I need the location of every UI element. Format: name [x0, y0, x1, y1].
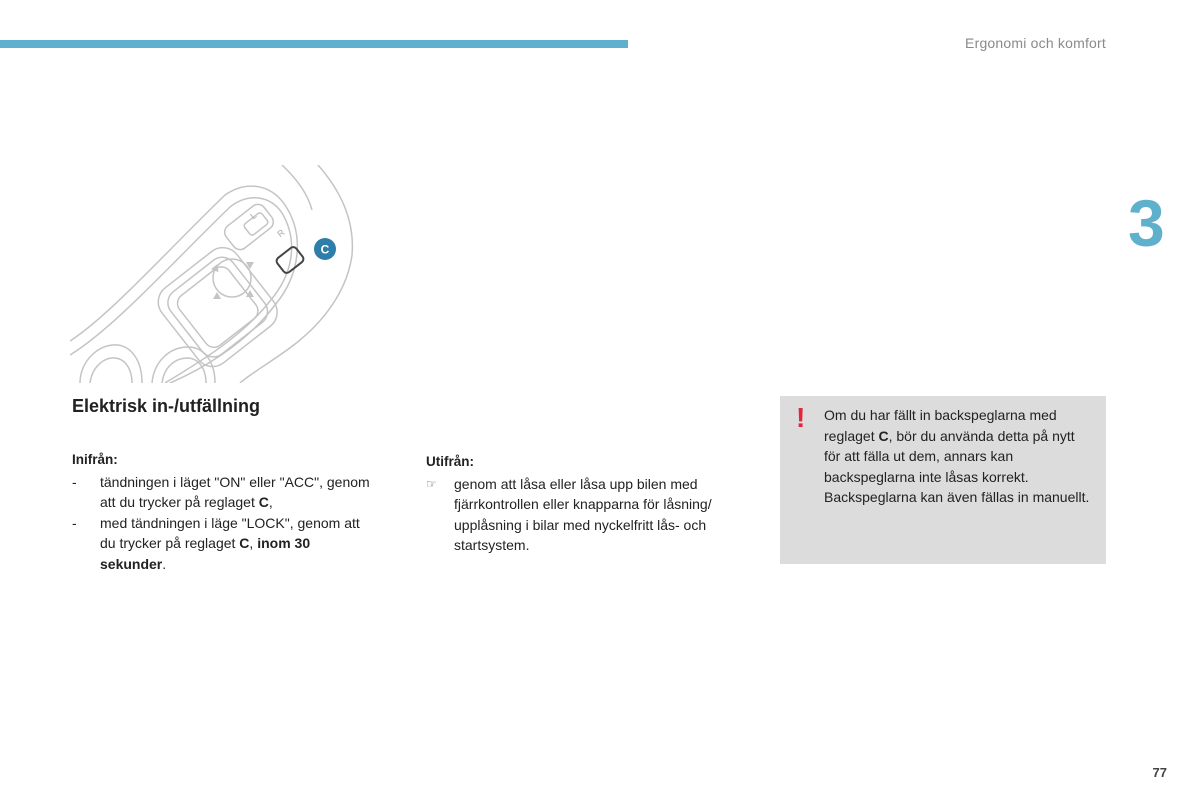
- bullet-1-text: tändningen i läget "ON" eller "ACC", genom att du trycker på reglaget: [100, 473, 370, 510]
- inside-title: Inifrån:: [72, 452, 118, 467]
- switch-label-left: L: [248, 210, 259, 222]
- bullet-1-end: ,: [268, 494, 273, 510]
- bullet-1-bold: C: [258, 494, 269, 510]
- dash-marker: -: [72, 473, 77, 490]
- section-heading: Elektrisk in-/utfällning: [72, 396, 261, 416]
- chapter-number: 3: [1128, 186, 1165, 260]
- pointing-hand-icon: ☞: [426, 476, 437, 491]
- outside-title: Utifrån:: [426, 454, 474, 469]
- bullet-2-end: .: [162, 555, 167, 572]
- callout-c-label: C: [320, 242, 330, 257]
- warning-bold: C: [878, 427, 889, 444]
- header-accent-bar: [0, 40, 628, 48]
- warning-icon: !: [796, 402, 806, 433]
- warning-text-after: , bör du använda detta på nytt för att fälla ut dem, annars kan backspeglarna inte låsas korrekt. Backspeglarna kan även fällas in manuellt.: [824, 427, 1090, 505]
- mirror-control-illustration: [70, 165, 360, 383]
- inside-bullet-2: [72, 513, 372, 575]
- switch-label-right: R: [275, 227, 287, 240]
- warning-text: [824, 405, 1094, 508]
- warning-text-before: Om du har fällt in backspeglarna med reglaget: [824, 407, 1057, 444]
- inside-bullet-1: [72, 472, 372, 513]
- bullet-2-text: med tändningen i läge "LOCK", genom att du trycker på reglaget: [100, 514, 360, 551]
- bullet-2-bold-time: inom 30 sekunder: [100, 535, 311, 572]
- inside-column: [72, 450, 372, 574]
- outside-bullet: [426, 474, 756, 556]
- warning-box: [780, 396, 1106, 564]
- outside-bullet-text: genom att låsa eller låsa upp bilen med fjärrkontrollen eller knapparna för låsning/ upplåsning i bilar med nyckelfritt lås- och startsystem.: [454, 475, 712, 553]
- section-title: Ergonomi och komfort: [965, 35, 1106, 51]
- dash-marker: -: [72, 514, 77, 531]
- page-number: 77: [1152, 765, 1167, 780]
- outside-column: [426, 452, 756, 556]
- bullet-2-sep: ,: [249, 535, 258, 551]
- bullet-2-bold-c: C: [239, 535, 250, 551]
